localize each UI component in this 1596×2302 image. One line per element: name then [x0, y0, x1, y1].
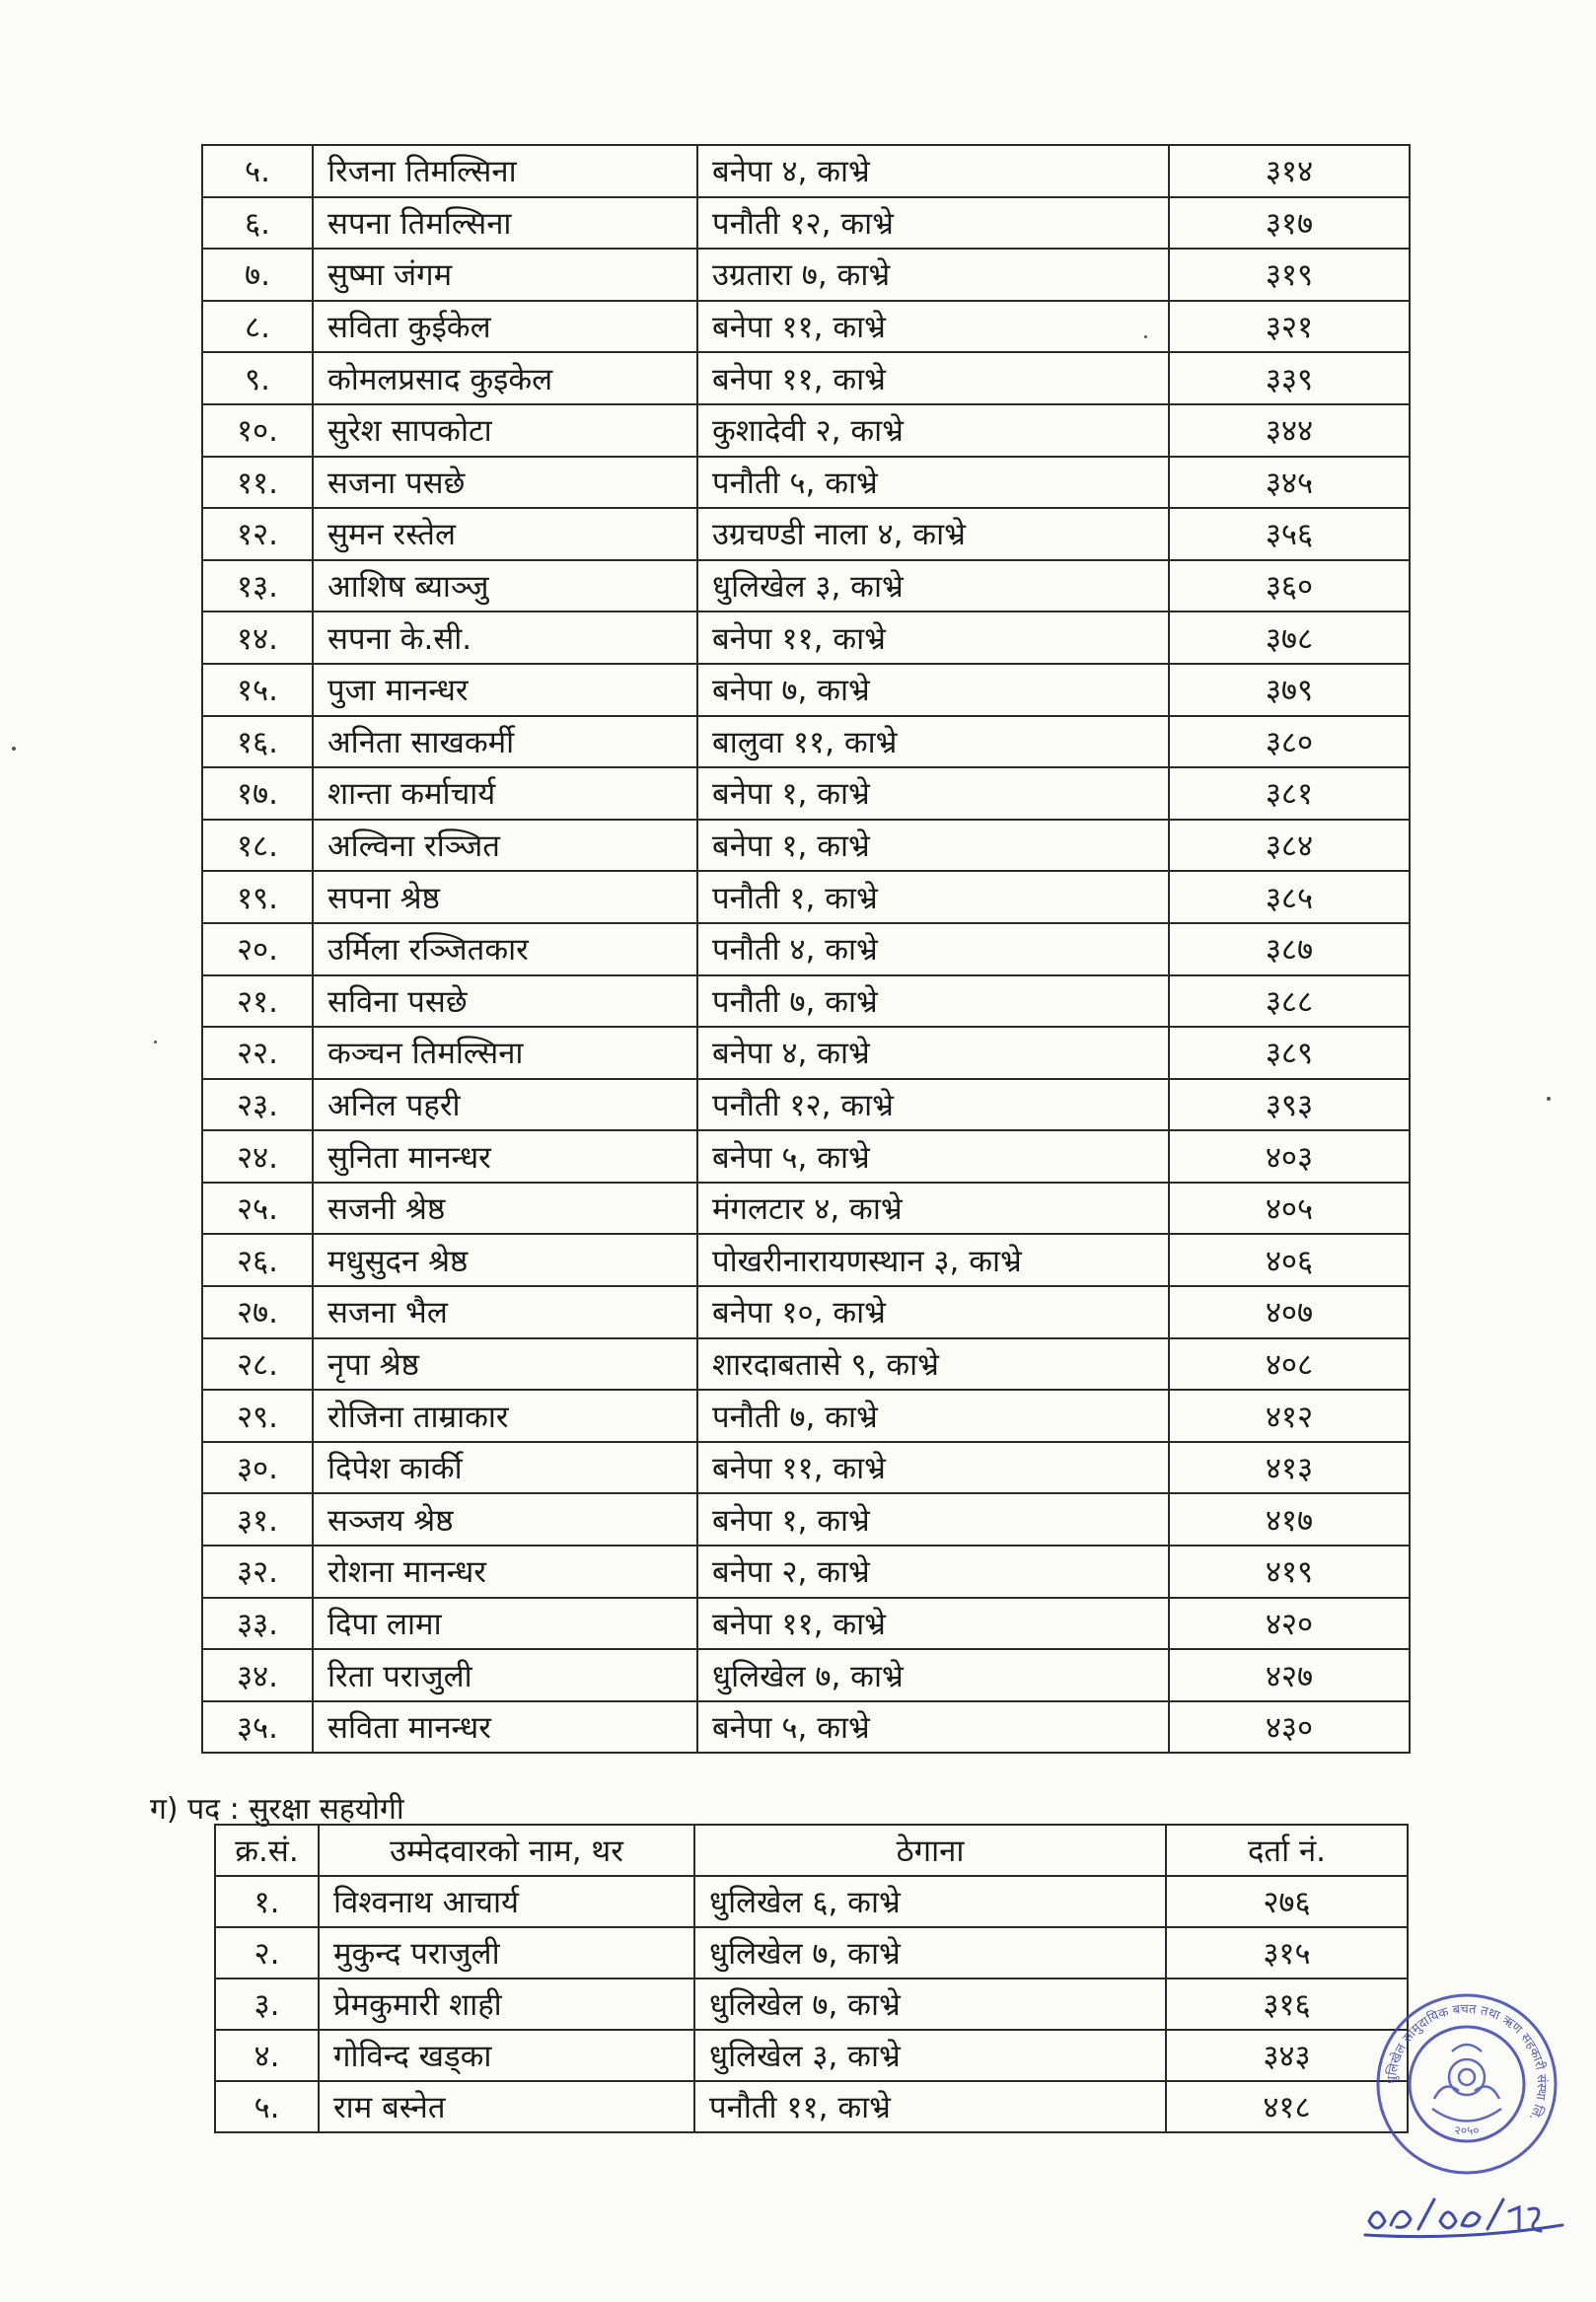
- scan-speck: [1144, 335, 1147, 338]
- table-row: [202, 1183, 1410, 1235]
- serial-number-cell: २१.: [202, 975, 313, 1028]
- table-row: [202, 1442, 1410, 1494]
- registration-number-cell: ४०३: [1169, 1130, 1410, 1183]
- address-cell: पनौती ११, काभ्रे: [694, 2081, 1166, 2132]
- table-row: [202, 249, 1410, 301]
- candidate-name-cell: प्रेमकुमारी शाही: [319, 1978, 694, 2030]
- serial-number-cell: ५.: [202, 145, 313, 197]
- table-row: [202, 871, 1410, 923]
- registration-number-cell: ३८५: [1169, 871, 1410, 923]
- address-cell: पनौती ४, काभ्रे: [697, 923, 1169, 975]
- address-cell: बनेपा १०, काभ्रे: [697, 1286, 1169, 1338]
- candidate-name-cell: मधुसुदन श्रेष्ठ: [313, 1234, 697, 1286]
- candidate-name-cell: कोमलप्रसाद कुइकेल: [313, 352, 697, 404]
- table-row: [202, 1079, 1410, 1131]
- handwritten-signature-date: [1361, 2182, 1568, 2241]
- candidate-name-cell: दिपा लामा: [313, 1598, 697, 1650]
- address-cell: धुलिखेल ७, काभ्रे: [694, 1927, 1166, 1978]
- table-row: [202, 1546, 1410, 1598]
- registration-number-cell: ३८१: [1169, 767, 1410, 820]
- serial-number-cell: २३.: [202, 1079, 313, 1131]
- table-row: [202, 197, 1410, 250]
- registration-number-cell: ३८४: [1169, 820, 1410, 872]
- header-address: ठेगाना: [694, 1825, 1166, 1876]
- address-cell: पनौती १२, काभ्रे: [697, 197, 1169, 250]
- registration-number-cell: ३४३: [1166, 2030, 1408, 2081]
- table-row: [202, 820, 1410, 872]
- candidate-name-cell: सपना श्रेष्ठ: [313, 871, 697, 923]
- address-cell: बनेपा १, काभ्रे: [697, 767, 1169, 820]
- table-row: [215, 1978, 1408, 2030]
- registration-number-cell: ४१३: [1169, 1442, 1410, 1494]
- serial-number-cell: २८.: [202, 1338, 313, 1391]
- address-cell: उग्रतारा ७, काभ्रे: [697, 249, 1169, 301]
- serial-number-cell: ३०.: [202, 1442, 313, 1494]
- address-cell: धुलिखेल ३, काभ्रे: [697, 560, 1169, 612]
- header-name: उम्मेदवारको नाम, थर: [319, 1825, 694, 1876]
- table-row: [215, 2081, 1408, 2132]
- table-row: [202, 1493, 1410, 1546]
- candidate-name-cell: सुरेश सापकोटा: [313, 404, 697, 457]
- registration-number-cell: ४१७: [1169, 1493, 1410, 1546]
- table-row: [202, 923, 1410, 975]
- table-row: [202, 664, 1410, 716]
- serial-number-cell: १५.: [202, 664, 313, 716]
- table-row: [202, 716, 1410, 768]
- serial-number-cell: २०.: [202, 923, 313, 975]
- registration-number-cell: ४०७: [1169, 1286, 1410, 1338]
- serial-number-cell: ७.: [202, 249, 313, 301]
- address-cell: उग्रचण्डी नाला ४, काभ्रे: [697, 508, 1169, 560]
- security-assistant-table-body: [215, 1876, 1408, 2132]
- candidate-name-cell: सुष्मा जंगम: [313, 249, 697, 301]
- table-row: [202, 1649, 1410, 1701]
- serial-number-cell: ३४.: [202, 1649, 313, 1701]
- table-row: [215, 1927, 1408, 1978]
- table-row: [202, 1286, 1410, 1338]
- address-cell: पोखरीनारायणस्थान ३, काभ्रे: [697, 1234, 1169, 1286]
- candidate-name-cell: पुजा मानन्धर: [313, 664, 697, 716]
- table-row: [202, 1234, 1410, 1286]
- registration-number-cell: ३७९: [1169, 664, 1410, 716]
- candidate-name-cell: सजनी श्रेष्ठ: [313, 1183, 697, 1235]
- serial-number-cell: १२.: [202, 508, 313, 560]
- serial-number-cell: ३१.: [202, 1493, 313, 1546]
- candidate-name-cell: रोशना मानन्धर: [313, 1546, 697, 1598]
- address-cell: बालुवा ११, काभ्रे: [697, 716, 1169, 768]
- address-cell: शारदाबतासे ९, काभ्रे: [697, 1338, 1169, 1391]
- serial-number-cell: ६.: [202, 197, 313, 250]
- registration-number-cell: ४०६: [1169, 1234, 1410, 1286]
- candidate-name-cell: सविता मानन्धर: [313, 1701, 697, 1754]
- address-cell: बनेपा १, काभ्रे: [697, 1493, 1169, 1546]
- serial-number-cell: २४.: [202, 1130, 313, 1183]
- serial-number-cell: २२.: [202, 1027, 313, 1079]
- candidate-name-cell: रिजना तिमल्सिना: [313, 145, 697, 197]
- address-cell: बनेपा ४, काभ्रे: [697, 1027, 1169, 1079]
- candidate-name-cell: कञ्चन तिमल्सिना: [313, 1027, 697, 1079]
- serial-number-cell: १.: [215, 1876, 319, 1927]
- serial-number-cell: १९.: [202, 871, 313, 923]
- address-cell: पनौती १, काभ्रे: [697, 871, 1169, 923]
- registration-number-cell: ४१२: [1169, 1390, 1410, 1442]
- candidate-name-cell: सुनिता मानन्धर: [313, 1130, 697, 1183]
- address-cell: धुलिखेल ३, काभ्रे: [694, 2030, 1166, 2081]
- registration-number-cell: ४०५: [1169, 1183, 1410, 1235]
- candidate-name-cell: सजना पसछे: [313, 457, 697, 509]
- candidate-table-continued: [201, 144, 1411, 1754]
- address-cell: बनेपा ५, काभ्रे: [697, 1701, 1169, 1754]
- svg-text:धुलिखेल सामुदायिक बचत तथा ऋण स: [1384, 2002, 1549, 2123]
- candidate-name-cell: आशिष ब्याञ्जु: [313, 560, 697, 612]
- address-cell: बनेपा ४, काभ्रे: [697, 145, 1169, 197]
- serial-number-cell: १०.: [202, 404, 313, 457]
- serial-number-cell: ८.: [202, 301, 313, 353]
- scan-speck: [12, 747, 16, 751]
- address-cell: पनौती १२, काभ्रे: [697, 1079, 1169, 1131]
- address-cell: बनेपा ११, काभ्रे: [697, 1598, 1169, 1650]
- candidate-name-cell: सञ्जय श्रेष्ठ: [313, 1493, 697, 1546]
- candidate-name-cell: सपना के.सी.: [313, 611, 697, 664]
- serial-number-cell: २५.: [202, 1183, 313, 1235]
- serial-number-cell: २७.: [202, 1286, 313, 1338]
- serial-number-cell: ५.: [215, 2081, 319, 2132]
- table-header-row: [215, 1825, 1408, 1876]
- candidate-name-cell: शान्ता कर्माचार्य: [313, 767, 697, 820]
- address-cell: बनेपा ११, काभ्रे: [697, 352, 1169, 404]
- section-g-title: ग) पद : सुरक्षा सहयोगी: [150, 1792, 404, 1827]
- serial-number-cell: ३३.: [202, 1598, 313, 1650]
- address-cell: बनेपा २, काभ्रे: [697, 1546, 1169, 1598]
- table-row: [202, 301, 1410, 353]
- address-cell: बनेपा ११, काभ्रे: [697, 301, 1169, 353]
- candidate-name-cell: अनिता साखकर्मी: [313, 716, 697, 768]
- serial-number-cell: ३५.: [202, 1701, 313, 1754]
- registration-number-cell: ३७८: [1169, 611, 1410, 664]
- registration-number-cell: २७६: [1166, 1876, 1408, 1927]
- table-row: [202, 1701, 1410, 1754]
- serial-number-cell: ४.: [215, 2030, 319, 2081]
- candidate-name-cell: रिता पराजुली: [313, 1649, 697, 1701]
- registration-number-cell: ३१९: [1169, 249, 1410, 301]
- serial-number-cell: ३२.: [202, 1546, 313, 1598]
- candidate-name-cell: अनिल पहरी: [313, 1079, 697, 1131]
- table-row: [202, 145, 1410, 197]
- address-cell: धुलिखेल ७, काभ्रे: [694, 1978, 1166, 2030]
- address-cell: बनेपा ५, काभ्रे: [697, 1130, 1169, 1183]
- registration-number-cell: ४२०: [1169, 1598, 1410, 1650]
- table-row: [202, 611, 1410, 664]
- candidate-name-cell: सुमन रस्तेल: [313, 508, 697, 560]
- address-cell: बनेपा ११, काभ्रे: [697, 1442, 1169, 1494]
- serial-number-cell: २.: [215, 1927, 319, 1978]
- header-registration: दर्ता नं.: [1166, 1825, 1408, 1876]
- registration-number-cell: ४१९: [1169, 1546, 1410, 1598]
- registration-number-cell: ३१५: [1166, 1927, 1408, 1978]
- candidate-name-cell: विश्वनाथ आचार्य: [319, 1876, 694, 1927]
- candidate-name-cell: अल्विना रञ्जित: [313, 820, 697, 872]
- serial-number-cell: १८.: [202, 820, 313, 872]
- table-row: [202, 1027, 1410, 1079]
- serial-number-cell: ३.: [215, 1978, 319, 2030]
- address-cell: धुलिखेल ६, काभ्रे: [694, 1876, 1166, 1927]
- registration-number-cell: ३६०: [1169, 560, 1410, 612]
- address-cell: कुशादेवी २, काभ्रे: [697, 404, 1169, 457]
- candidate-name-cell: रोजिना ताम्राकार: [313, 1390, 697, 1442]
- address-cell: बनेपा ११, काभ्रे: [697, 611, 1169, 664]
- candidate-name-cell: सविता कुईकेल: [313, 301, 697, 353]
- registration-number-cell: ३५६: [1169, 508, 1410, 560]
- serial-number-cell: २६.: [202, 1234, 313, 1286]
- table-row: [202, 1130, 1410, 1183]
- candidate-name-cell: गोविन्द खड्का: [319, 2030, 694, 2081]
- table-row: [202, 1598, 1410, 1650]
- candidate-name-cell: सपना तिमल्सिना: [313, 197, 697, 250]
- candidate-name-cell: राम बस्नेत: [319, 2081, 694, 2132]
- serial-number-cell: ९.: [202, 352, 313, 404]
- registration-number-cell: ३९३: [1169, 1079, 1410, 1131]
- scan-speck: [1547, 1097, 1551, 1101]
- table-row: [202, 975, 1410, 1028]
- address-cell: पनौती ७, काभ्रे: [697, 1390, 1169, 1442]
- serial-number-cell: १७.: [202, 767, 313, 820]
- table-row: [202, 1338, 1410, 1391]
- candidate-name-cell: मुकुन्द पराजुली: [319, 1927, 694, 1978]
- security-assistant-table: [214, 1824, 1409, 2133]
- address-cell: बनेपा १, काभ्रे: [697, 820, 1169, 872]
- candidate-name-cell: उर्मिला रञ्जितकार: [313, 923, 697, 975]
- header-serial: क्र.सं.: [215, 1825, 319, 1876]
- registration-number-cell: ४०८: [1169, 1338, 1410, 1391]
- candidate-name-cell: सजना भैल: [313, 1286, 697, 1338]
- address-cell: मंगलटार ४, काभ्रे: [697, 1183, 1169, 1235]
- seal-ring-text: धुलिखेल सामुदायिक बचत तथा ऋण सहकारी संस्था लि.: [1384, 2001, 1550, 2123]
- serial-number-cell: १३.: [202, 560, 313, 612]
- serial-number-cell: ११.: [202, 457, 313, 509]
- registration-number-cell: ३८८: [1169, 975, 1410, 1028]
- table-row: [215, 1876, 1408, 1927]
- table-row: [202, 560, 1410, 612]
- table-row: [202, 508, 1410, 560]
- registration-number-cell: ३१४: [1169, 145, 1410, 197]
- registration-number-cell: ४२७: [1169, 1649, 1410, 1701]
- table-row: [202, 457, 1410, 509]
- serial-number-cell: २९.: [202, 1390, 313, 1442]
- registration-number-cell: ३१७: [1169, 197, 1410, 250]
- registration-number-cell: ३८९: [1169, 1027, 1410, 1079]
- registration-number-cell: ३४५: [1169, 457, 1410, 509]
- table-row: [202, 767, 1410, 820]
- candidate-name-cell: दिपेश कार्की: [313, 1442, 697, 1494]
- cooperative-seal: [1373, 1990, 1560, 2178]
- candidate-name-cell: नृपा श्रेष्ठ: [313, 1338, 697, 1391]
- registration-number-cell: ४१८: [1166, 2081, 1408, 2132]
- candidate-table-body: [202, 145, 1410, 1753]
- table-row: [215, 2030, 1408, 2081]
- serial-number-cell: १६.: [202, 716, 313, 768]
- scan-speck: [154, 1041, 157, 1043]
- registration-number-cell: ३३९: [1169, 352, 1410, 404]
- table-row: [202, 352, 1410, 404]
- address-cell: पनौती ५, काभ्रे: [697, 457, 1169, 509]
- address-cell: पनौती ७, काभ्रे: [697, 975, 1169, 1028]
- registration-number-cell: ३२१: [1169, 301, 1410, 353]
- address-cell: बनेपा ७, काभ्रे: [697, 664, 1169, 716]
- table-row: [202, 404, 1410, 457]
- registration-number-cell: ३८०: [1169, 716, 1410, 768]
- table-row: [202, 1390, 1410, 1442]
- serial-number-cell: १४.: [202, 611, 313, 664]
- registration-number-cell: ३१६: [1166, 1978, 1408, 2030]
- seal-established-year: २०५०: [1454, 2123, 1480, 2137]
- address-cell: धुलिखेल ७, काभ्रे: [697, 1649, 1169, 1701]
- candidate-name-cell: सविना पसछे: [313, 975, 697, 1028]
- registration-number-cell: ३४४: [1169, 404, 1410, 457]
- registration-number-cell: ४३०: [1169, 1701, 1410, 1754]
- registration-number-cell: ३८७: [1169, 923, 1410, 975]
